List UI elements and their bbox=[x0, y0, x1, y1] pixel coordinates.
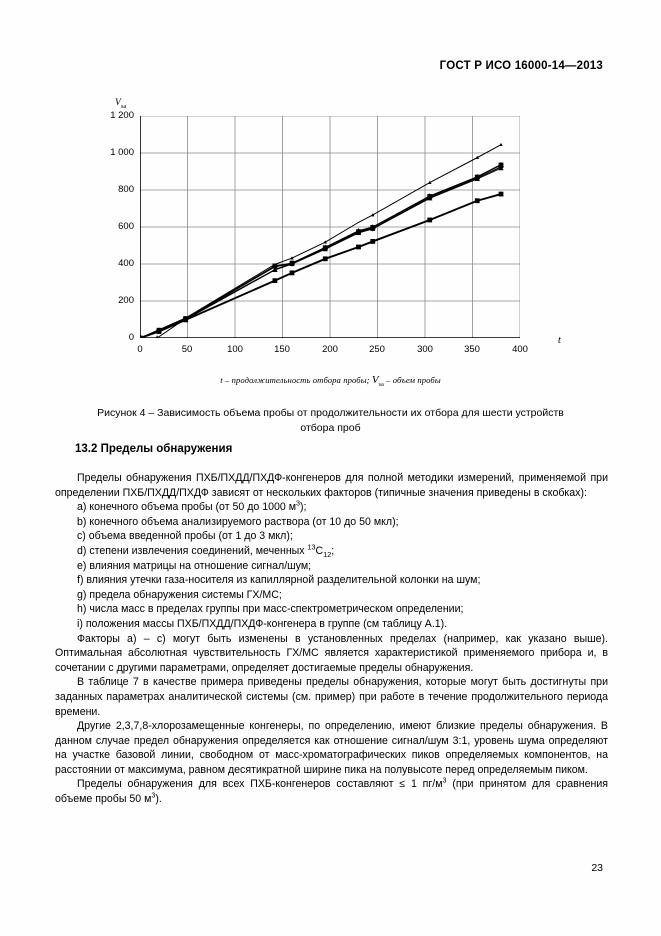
list-item-d-tail: ; bbox=[331, 544, 335, 557]
list-item-d-element: C bbox=[315, 544, 324, 557]
list-item-a-tail: ); bbox=[300, 501, 307, 514]
chart-ytick-0: 0 bbox=[128, 332, 134, 343]
section-13-2-content bbox=[55, 443, 608, 807]
figure-4-block bbox=[55, 96, 606, 436]
list-item-g: g) предела обнаружения системы ГХ/МС; bbox=[77, 588, 282, 601]
list-item-a-text: a) конечного объема пробы (от 50 до 1000 м bbox=[77, 501, 297, 514]
figure-legend-v-desc: – объем пробы bbox=[386, 375, 441, 385]
figure-legend-t-desc: – продолжительность отбора пробы; bbox=[224, 375, 370, 385]
paragraph-final-sup2: 3 bbox=[151, 790, 156, 800]
paragraph-table7: В таблице 7 в качестве примера приведены пределы обнаружения, которые могут быть достигнуты при заданных параметрах аналитической системы (см. пример) при работе в течение продолжительного периода времени. bbox=[55, 676, 608, 718]
figure-legend-v-symbol: $V_{sa}$ bbox=[371, 374, 384, 389]
list-item-d-sup: 13 bbox=[307, 542, 316, 552]
chart-ytick-1000: 1 000 bbox=[110, 147, 134, 158]
paragraph-detection-limits bbox=[55, 777, 608, 806]
figure-legend bbox=[55, 374, 606, 389]
chart-x-axis-title: t bbox=[558, 335, 561, 346]
chart-xtick-300: 300 bbox=[417, 344, 433, 355]
paragraph-final-part1: Пределы обнаружения для всех ПХБ-конгенеров составляют ≤ 1 пг/м bbox=[77, 778, 443, 791]
paragraph-factors: Факторы a) – c) могут быть изменены в установленных пределах (например, как указано выше). Оптимальная абсолютная чувствительность ГХ/МС является характеристикой применяемого прибора и, в сочетании с другими параметрами, определяет достигаемые пределы обнаружения. bbox=[55, 632, 608, 674]
chart-ytick-200: 200 bbox=[118, 295, 134, 306]
chart-ytick-600: 600 bbox=[118, 221, 134, 232]
list-item-c: c) объема введенной пробы (от 1 до 3 мкл); bbox=[77, 530, 293, 543]
list-item-d bbox=[55, 544, 608, 559]
paragraph-final-sup1: 3 bbox=[442, 775, 447, 785]
chart-xtick-100: 100 bbox=[227, 344, 243, 355]
list-item-a-sup: 3 bbox=[296, 498, 301, 508]
chart-ytick-800: 800 bbox=[118, 184, 134, 195]
chart-xtick-200: 200 bbox=[322, 344, 338, 355]
paragraph-final-part3: ). bbox=[155, 793, 162, 806]
chart-svg bbox=[140, 116, 520, 338]
section-intro-paragraph: Пределы обнаружения ПХБ/ПХДД/ПХДФ-конгенеров для полной методики измерений, применяемой при определении ПХБ/ПХДД/ПХДФ зависят от нескольких факторов (типичные значения приведены в скобках): bbox=[55, 472, 608, 499]
list-item-d-text: d) степени извлечения соединений, меченных bbox=[77, 544, 308, 557]
chart-xtick-350: 350 bbox=[464, 344, 480, 355]
page-number: 23 bbox=[591, 862, 603, 874]
list-item-f: f) влияния утечки газа-носителя из капиллярной разделительной колонки на шум; bbox=[77, 574, 481, 587]
paragraph-congeners: Другие 2,3,7,8-хлорозамещенные конгенеры, по определению, имеют близкие пределы обнаружения. В данном случае предел обнаружения определяется как отношение сигнал/шум 3:1, уровень шума определяют на участке базовой линии, свободном от масс-хроматографических пиков определяемых компонентов, на расстоянии от максимума, равном десятикратной ширине пика на полувысоте перед определяемым пиком. bbox=[55, 720, 608, 776]
figure-caption-line2: отбора проб bbox=[300, 422, 361, 434]
chart-xtick-400: 400 bbox=[512, 344, 528, 355]
chart-xtick-250: 250 bbox=[369, 344, 385, 355]
chart-ytick-400: 400 bbox=[118, 258, 134, 269]
figure-caption bbox=[55, 406, 606, 436]
chart-ytick-1200: 1 200 bbox=[110, 110, 134, 121]
factors-list bbox=[55, 500, 608, 631]
list-item-e: e) влияния матрицы на отношение сигнал/шум; bbox=[77, 559, 312, 572]
list-item-a bbox=[55, 500, 608, 515]
chart-container bbox=[55, 96, 606, 366]
paragraph-final-part2: (при принятом для сравнения объеме пробы 50 м bbox=[55, 778, 608, 806]
list-item-b: b) конечного объема анализируемого раствора (от 10 до 50 мкл); bbox=[77, 515, 399, 528]
figure-caption-line1: Рисунок 4 – Зависимость объема пробы от продолжительности их отбора для шести устройств bbox=[97, 407, 564, 419]
section-heading: 13.2 Пределы обнаружения bbox=[75, 443, 233, 455]
list-item-h: h) числа масс в пределах группы при масс-спектрометрическом определении; bbox=[77, 603, 464, 616]
chart-plot-area bbox=[140, 116, 520, 338]
chart-xtick-0: 0 bbox=[137, 344, 143, 355]
chart-xtick-150: 150 bbox=[274, 344, 290, 355]
list-item-d-sub: 12 bbox=[323, 550, 332, 560]
document-header-standard-id: ГОСТ Р ИСО 16000-14—2013 bbox=[439, 60, 603, 72]
figure-legend-t-symbol: t bbox=[220, 375, 223, 385]
list-item-i: i) положения массы ПХБ/ПХДД/ПХДФ-конгенера в группе (см таблицу А.1). bbox=[77, 617, 448, 630]
chart-y-axis-title: $V_{sa}$ bbox=[115, 98, 127, 110]
chart-xtick-50: 50 bbox=[181, 344, 193, 355]
